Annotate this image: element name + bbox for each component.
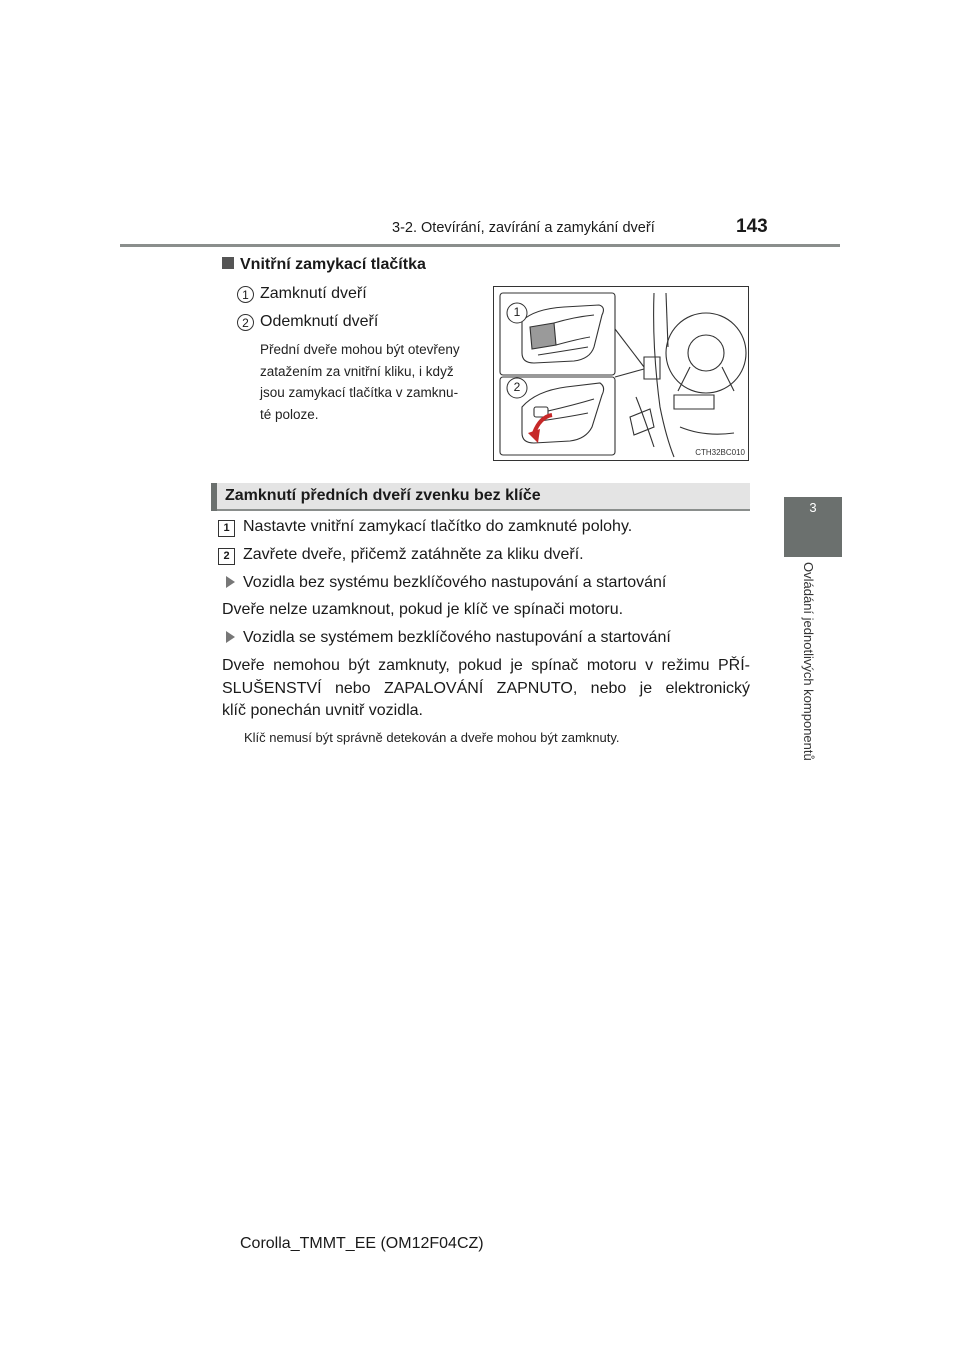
note-line: té poloze. [260, 406, 319, 422]
figure-callout-1: 1 [513, 305, 521, 319]
case-2-line: klíč ponechán uvnitř vozidla. [222, 702, 423, 719]
callout-number-1: 1 [237, 286, 254, 303]
step-number-2: 2 [218, 548, 235, 565]
chapter-number: 3 [809, 500, 817, 515]
case-2-heading [226, 629, 671, 647]
step-1-text: Nastavte vnitřní zamykací tlačítko do zamknuté polohy. [243, 518, 633, 535]
note-line: Přední dveře mohou být otevřeny [260, 342, 460, 357]
door-interior-drawing [494, 287, 748, 460]
note-line: zatažením za vnitřní kliku, i když [260, 363, 454, 379]
subsection-heading-text: Vnitřní zamykací tlačítka [240, 256, 426, 273]
case-1-title: Vozidla bez systému bezklíčového nastupování a startování [243, 574, 667, 591]
section-heading-accent [211, 483, 217, 511]
chapter-title: Ovládání jednotlivých komponentů [801, 562, 816, 761]
item-unlock-label: Odemknutí dveří [260, 313, 379, 330]
case-2-line: Dveře nemohou být zamknuty, pokud je spínač motoru v režimu PŘÍ- [222, 657, 750, 674]
section-heading: Zamknutí předních dveří zvenku bez klíče [225, 487, 541, 504]
subsection-heading [222, 256, 426, 274]
door-lock-illustration [493, 286, 749, 461]
case-2-note: Klíč nemusí být správně detekován a dveře mohou být zamknuty. [244, 730, 620, 745]
case-2-paragraph [222, 655, 750, 723]
callout-number-2: 2 [237, 314, 254, 331]
footer-document-id: Corolla_TMMT_EE (OM12F04CZ) [240, 1235, 484, 1252]
triangle-bullet-icon [226, 631, 235, 643]
case-1-heading [226, 574, 666, 592]
triangle-bullet-icon [226, 576, 235, 588]
square-bullet-icon [222, 257, 234, 269]
case-2-line: SLUŠENSTVÍ nebo ZAPALOVÁNÍ ZAPNUTO, nebo je elektronický [222, 679, 750, 697]
inner-button-note [260, 339, 486, 425]
case-1-text: Dveře nelze uzamknout, pokud je klíč ve spínači motoru. [222, 601, 624, 618]
item-lock-label: Zamknutí dveří [260, 285, 367, 302]
case-2-title: Vozidla se systémem bezklíčového nastupování a startování [243, 629, 671, 646]
figure-code: CTH32BC010 [695, 448, 745, 457]
page-number: 143 [736, 216, 768, 237]
header-rule [120, 244, 840, 247]
step-2-text: Zavřete dveře, přičemž zatáhněte za kliku dveří. [243, 546, 584, 563]
step-number-1: 1 [218, 520, 235, 537]
note-line: jsou zamykací tlačítka v zamknu- [260, 385, 459, 400]
figure-callout-2: 2 [513, 380, 521, 394]
running-header-section: 3-2. Otevírání, zavírání a zamykání dveří [392, 220, 655, 236]
